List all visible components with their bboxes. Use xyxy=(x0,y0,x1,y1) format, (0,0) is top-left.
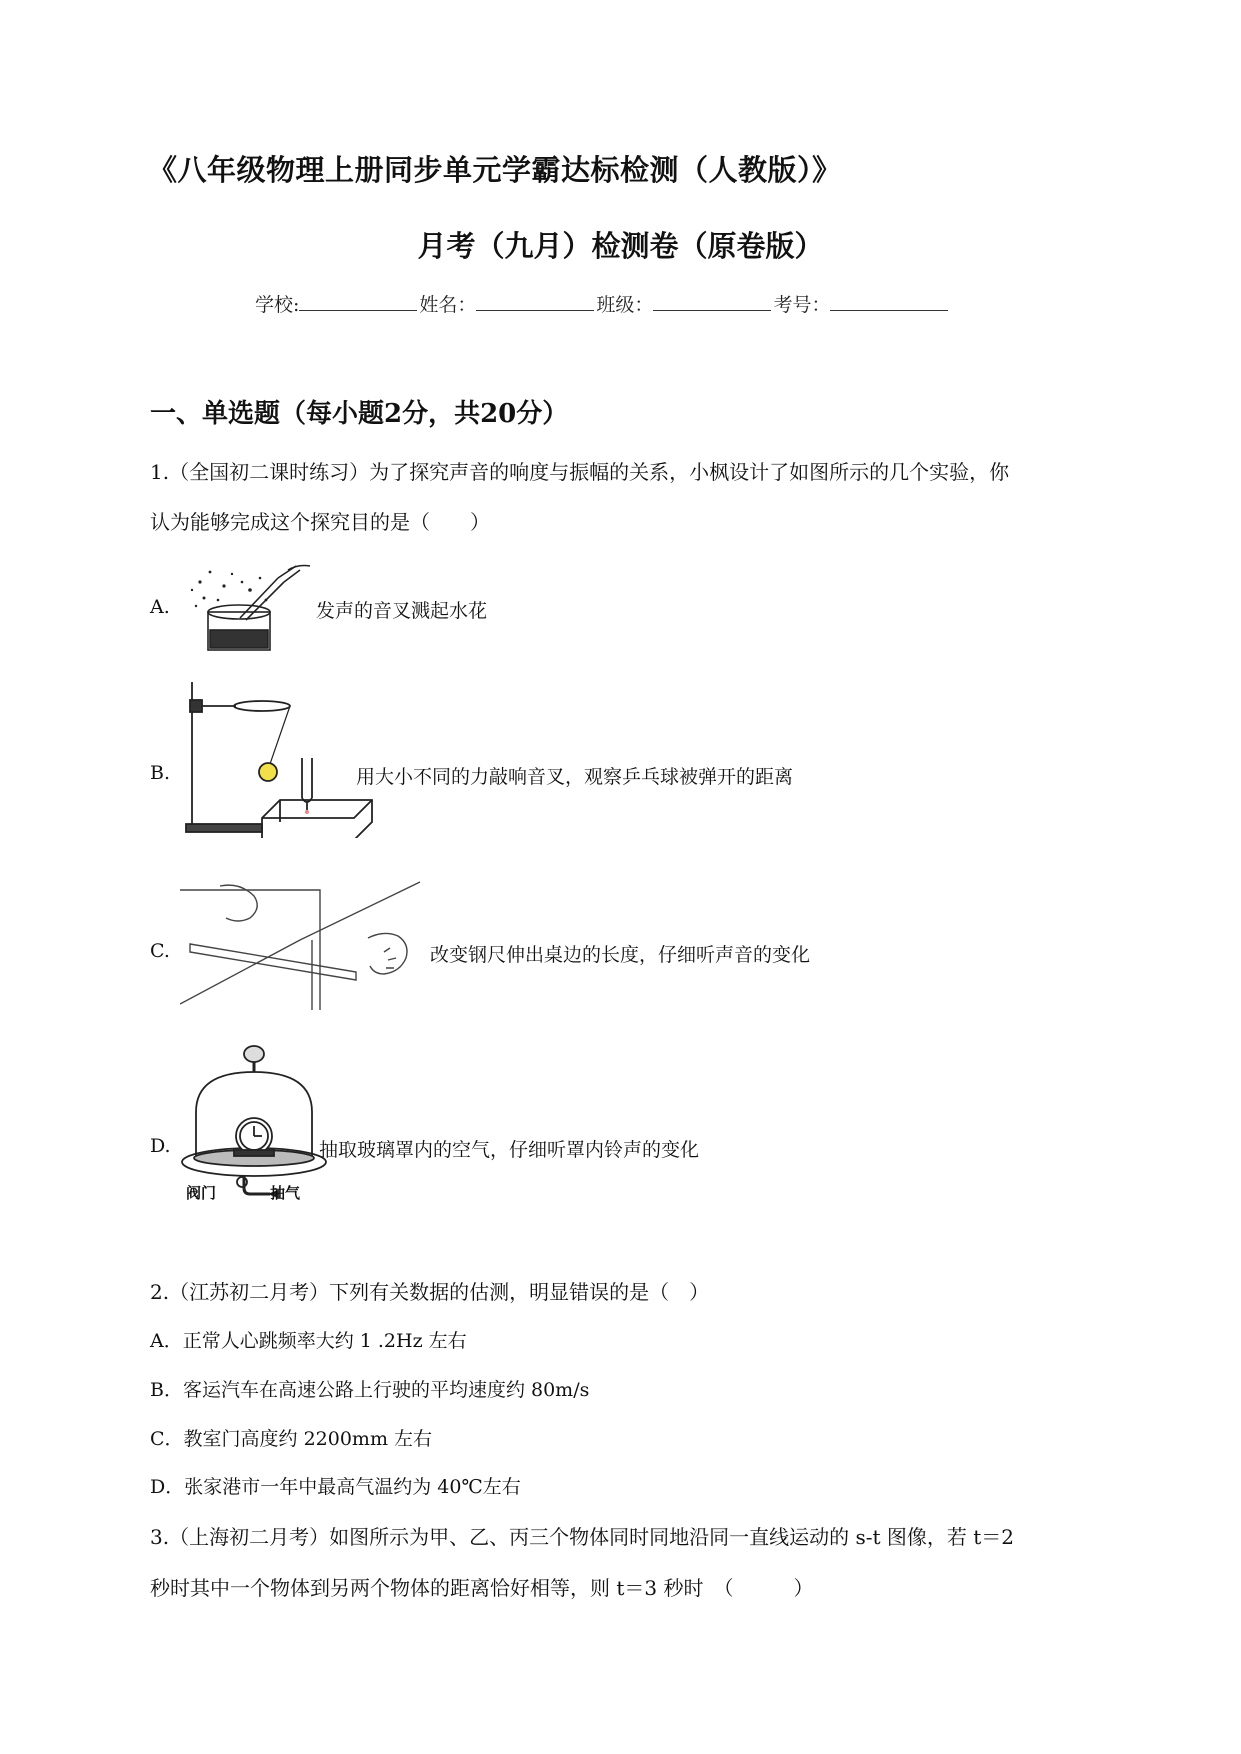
q1-option-b-letter[interactable]: B. xyxy=(150,762,171,784)
number-field[interactable] xyxy=(830,292,948,311)
q1-option-c-letter[interactable]: C. xyxy=(150,940,170,962)
q1-option-a-letter[interactable]: A. xyxy=(150,596,170,618)
q2-option-b[interactable]: B．客运汽车在高速公路上行驶的平均速度约 80m/s xyxy=(150,1379,590,1401)
exam-subtitle: 月考（九月）检测卷（原卷版） xyxy=(417,229,824,263)
q1-option-c-text: 改变钢尺伸出桌边的长度，仔细听声音的变化 xyxy=(430,944,811,966)
section-heading: 一、单选题（每小题2分，共20分） xyxy=(150,399,569,429)
q3-stem-line1: 3.（上海初二月考）如图所示为甲、乙、丙三个物体同时同地沿同一直线运动的 s-t 图像，若 t＝2 xyxy=(150,1525,1014,1549)
q1-stem-line1: 1.（全国初二课时练习）为了探究声音的响度与振幅的关系，小枫设计了如图所示的几个实验，你 xyxy=(150,460,1010,484)
bell-jar-icon xyxy=(178,1040,328,1200)
student-info-line xyxy=(255,290,950,317)
class-field[interactable] xyxy=(653,292,771,311)
valve-label: 阀门 xyxy=(186,1184,217,1202)
q2-stem: 2.（江苏初二月考）下列有关数据的估测，明显错误的是（ ） xyxy=(150,1280,710,1304)
q3-stem-line2: 秒时其中一个物体到另两个物体的距离恰好相等，则 t＝3 秒时 （ ） xyxy=(150,1576,814,1600)
q2-option-d[interactable]: D．张家港市一年中最高气温约为 40℃左右 xyxy=(150,1476,521,1498)
q2-option-c[interactable]: C．教室门高度约 2200mm 左右 xyxy=(150,1428,433,1450)
q1-option-d-letter[interactable]: D. xyxy=(150,1135,171,1157)
name-label: 姓名： xyxy=(419,294,477,316)
tuning-fork-water-icon xyxy=(180,560,320,660)
name-field[interactable] xyxy=(476,292,594,311)
tuning-fork-pendulum-icon xyxy=(180,678,390,838)
ruler-table-icon xyxy=(180,880,430,1020)
class-label: 班级： xyxy=(596,294,654,316)
school-label: 学校: xyxy=(255,294,300,316)
number-label: 考号： xyxy=(773,294,831,316)
q1-option-b-text: 用大小不同的力敲响音叉，观察乒乓球被弹开的距离 xyxy=(356,766,794,788)
q1-option-a-text: 发声的音叉溅起水花 xyxy=(316,600,488,622)
q1-stem-line2: 认为能够完成这个探究目的是（ ） xyxy=(150,510,490,534)
school-field[interactable] xyxy=(299,292,417,311)
pump-label: 抽气 xyxy=(270,1184,301,1202)
q2-option-a[interactable]: A．正常人心跳频率大约 1 .2Hz 左右 xyxy=(150,1330,467,1352)
exam-title: 《八年级物理上册同步单元学霸达标检测（人教版）》 xyxy=(148,153,842,187)
q1-option-d-text: 抽取玻璃罩内的空气，仔细听罩内铃声的变化 xyxy=(319,1139,700,1161)
